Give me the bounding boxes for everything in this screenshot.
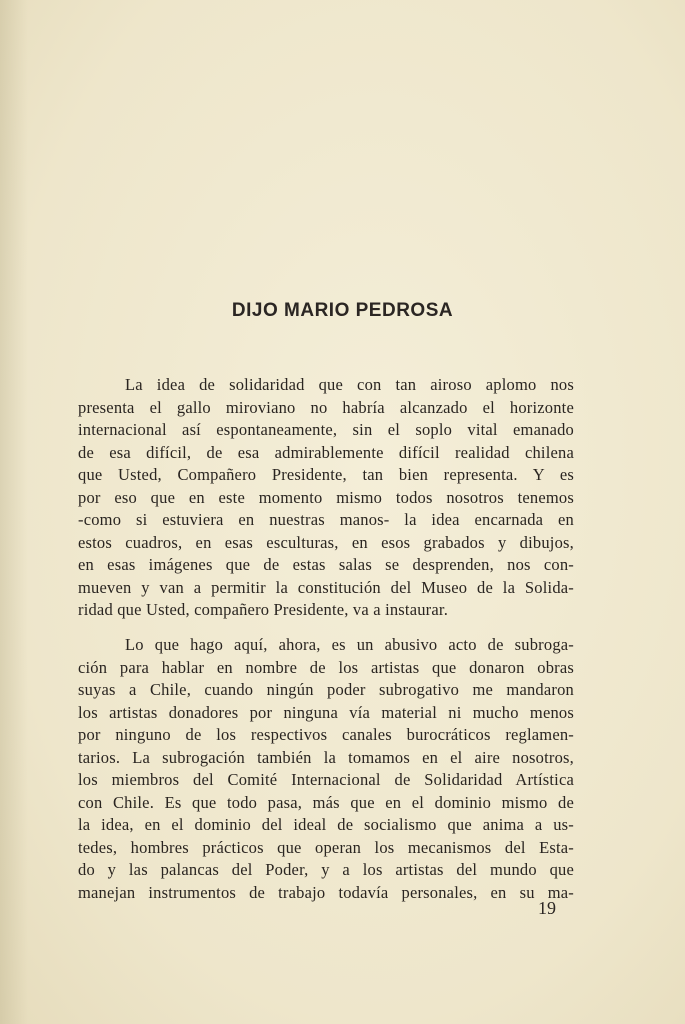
text-line: con Chile. Es que todo pasa, más que en el dominio mismo de xyxy=(78,792,574,812)
text-line: tarios. La subrogación también la tomamos en el aire nosotros, xyxy=(78,747,574,767)
text-line: que Usted, Compañero Presidente, tan bien representa. Y es xyxy=(78,465,574,484)
text-line: presenta el gallo miroviano no habría alcanzado el horizonte xyxy=(78,397,574,417)
text-line: la idea, en el dominio del ideal de socialismo que anima a us- xyxy=(78,815,574,834)
page-title: DIJO MARIO PEDROSA xyxy=(231,300,454,321)
text-line: suyas a Chile, cuando ningún poder subrogativo me mandaron xyxy=(78,680,574,699)
text-line: en esas imágenes que de estas salas se desprenden, nos con- xyxy=(78,555,574,574)
text-line: internacional así espontaneamente, sin el soplo vital emanado xyxy=(78,420,574,439)
text-line: de esa difícil, de esa admirablemente difícil realidad chilena xyxy=(78,442,574,462)
text-line: -como si estuviera en nuestras manos- la idea encarnada en xyxy=(78,510,574,529)
text-line: los artistas donadores por ninguna vía material ni mucho menos xyxy=(78,702,574,722)
text-line: mueven y van a permitir la constitución del Museo de la Solida- xyxy=(78,577,574,597)
text-line: los miembros del Comité Internacional de Solidaridad Artística xyxy=(78,770,574,789)
text-line: ción para hablar en nombre de los artistas que donaron obras xyxy=(78,657,574,677)
text-line: estos cuadros, en esas esculturas, en esos grabados y dibujos, xyxy=(78,532,574,552)
text-line: La idea de solidaridad que con tan airoso aplomo nos xyxy=(125,375,574,394)
text-line: do y las palancas del Poder, y a los artistas del mundo que xyxy=(78,860,574,879)
page-number: 19 xyxy=(538,898,556,918)
text-line: manejan instrumentos de trabajo todavía personales, en su ma- xyxy=(78,882,574,902)
text-line: Lo que hago aquí, ahora, es un abusivo acto de subroga- xyxy=(125,635,574,654)
text-line: ridad que Usted, compañero Presidente, va a instaurar. xyxy=(78,600,449,619)
text-line: tedes, hombres prácticos que operan los mecanismos del Esta- xyxy=(78,837,574,857)
text-line: por ninguno de los respectivos canales burocráticos reglamen- xyxy=(78,725,574,744)
text-line: por eso que en este momento mismo todos nosotros tenemos xyxy=(78,487,574,507)
paragraph-1 xyxy=(78,374,574,622)
paragraph-2 xyxy=(78,634,574,904)
